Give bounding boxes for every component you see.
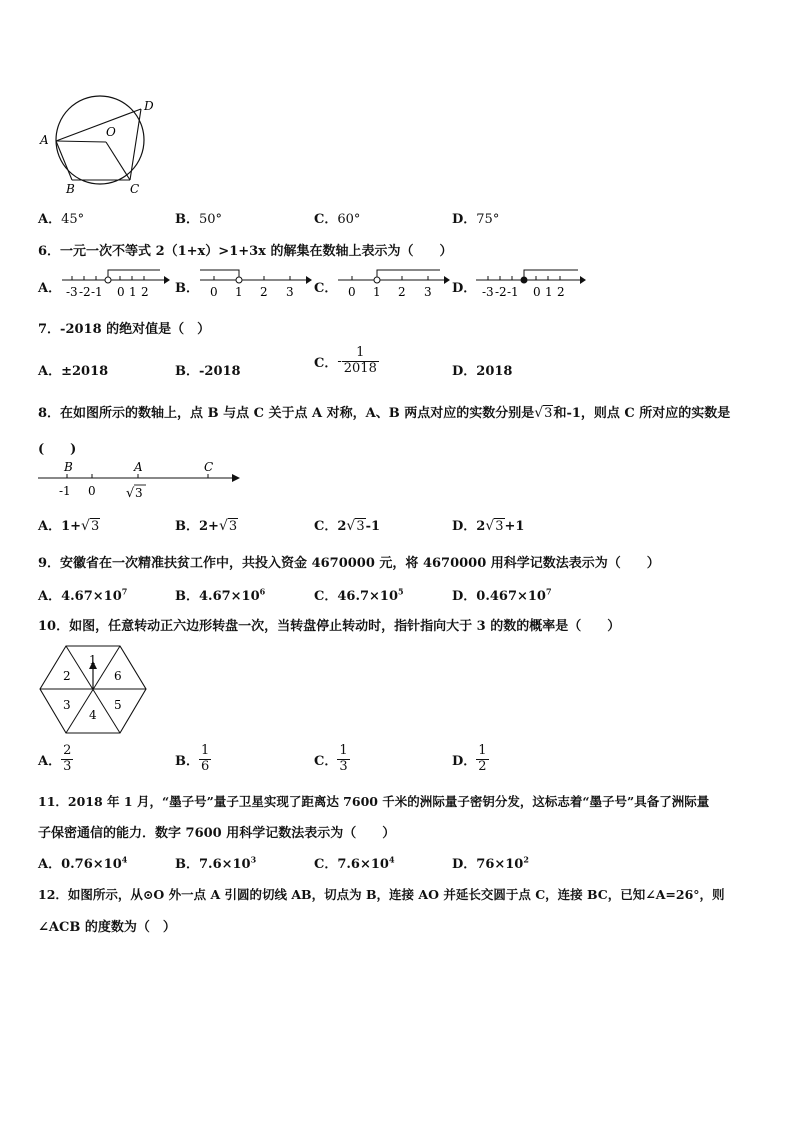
q12-stem-line2: ∠ACB 的度数为（ ） [38, 920, 176, 935]
svg-text:√: √ [126, 486, 135, 501]
q11-option-c[interactable]: C．$7.6\times 10^4$ [314, 854, 395, 872]
svg-text:0: 0 [210, 285, 218, 299]
axis-tick-zero: 0 [88, 484, 96, 498]
svg-text:-3: -3 [66, 285, 78, 299]
q11-option-b[interactable]: B．$7.6\times 10^3$ [175, 854, 257, 872]
q7-option-d[interactable]: D．2018 [452, 364, 513, 379]
axis-point-b: B [64, 460, 73, 474]
label-o: O [106, 125, 116, 139]
q6-number-line-a[interactable] [60, 266, 170, 300]
q9-option-a[interactable]: A．$4.67\times 10^7$ [38, 586, 128, 604]
q8-option-c[interactable]: C．2√3-1 [314, 518, 381, 534]
q9-option-d[interactable]: D．$0.467\times 10^7$ [452, 586, 552, 604]
label-b: B [66, 182, 75, 196]
q5-option-d[interactable]: D．75° [452, 212, 500, 227]
svg-text:0: 0 [348, 285, 356, 299]
sector-3: 3 [63, 698, 71, 712]
svg-text:2: 2 [141, 285, 149, 299]
q9-option-c[interactable]: C．$46.7\times 10^5$ [314, 586, 404, 604]
q12-stem-line1: 12．如图所示，从⊙O 外一点 A 引圆的切线 AB，切点为 B，连接 AO 并延长交圆于点 C，连接 BC，已知∠A=26°，则 [38, 887, 725, 902]
label-d: D [144, 99, 154, 113]
q11-option-d[interactable]: D．$76\times 10^2$ [452, 854, 529, 872]
q5-option-c[interactable]: C．60° [314, 212, 361, 227]
svg-text:1: 1 [129, 285, 137, 299]
svg-text:3: 3 [424, 285, 432, 299]
q10-option-a[interactable]: A． $\frac{2}{3}$ [38, 743, 72, 774]
svg-text:-1: -1 [507, 285, 519, 299]
q8-stem: 8．在如图所示的数轴上，点 B 与点 C 关于点 A 对称，A、B 两点对应的实数分别是√3和-1，则点 C 所对应的实数是 [38, 405, 731, 421]
label-a: A [40, 133, 49, 147]
svg-text:-2: -2 [79, 285, 91, 299]
q6-option-b-letter[interactable]: B． [175, 281, 199, 296]
q11-option-a[interactable]: A．$0.76\times 10^4$ [38, 854, 128, 872]
axis-point-c: C [204, 460, 214, 474]
axis-point-a: A [134, 460, 143, 474]
q11-stem-line1: 11．2018 年 1 月，“墨子号”量子卫星实现了距离达 7600 千米的洲际量子密钥分发，这标志着“墨子号”具备了洲际量 [38, 794, 710, 809]
svg-text:3: 3 [286, 285, 294, 299]
sector-4: 4 [89, 708, 97, 722]
q7-option-b[interactable]: B．-2018 [175, 364, 241, 379]
q5-option-b[interactable]: B．50° [175, 212, 223, 227]
q6-option-c-letter[interactable]: C． [314, 281, 338, 296]
q7-option-c[interactable]: C．- $\frac{1}{2018}$ [314, 345, 377, 376]
q6-option-a-letter[interactable]: A． [38, 281, 62, 296]
hexagon-spinner [38, 643, 150, 737]
svg-text:1: 1 [235, 285, 243, 299]
q10-option-b[interactable]: B． $\frac{1}{6}$ [175, 743, 210, 774]
sector-6: 6 [114, 669, 122, 683]
q6-number-line-c[interactable] [336, 266, 450, 300]
q8-option-a[interactable]: A．1+√3 [38, 518, 100, 534]
axis-tick-rad: 3 [135, 486, 143, 500]
q10-stem: 10．如图，任意转动正六边形转盘一次，当转盘停止转动时，指针指向大于 3 的数的概率是（ ） [38, 619, 621, 634]
q6-number-line-d[interactable] [474, 266, 586, 300]
svg-text:0: 0 [117, 285, 125, 299]
svg-text:2: 2 [557, 285, 565, 299]
svg-text:-2: -2 [495, 285, 507, 299]
q6-stem: 6．一元一次不等式 2（1+x）>1+3x 的解集在数轴上表示为（ ） [38, 244, 453, 259]
svg-text:1: 1 [545, 285, 553, 299]
axis-tick-neg1: -1 [59, 484, 71, 498]
q7-stem: 7．-2018 的绝对值是（ ） [38, 322, 211, 337]
label-c: C [130, 182, 140, 196]
svg-text:-1: -1 [91, 285, 103, 299]
q10-option-d[interactable]: D． $\frac{1}{2}$ [452, 743, 487, 774]
svg-text:2: 2 [260, 285, 268, 299]
q6-number-line-b[interactable] [198, 266, 312, 300]
q8-option-b[interactable]: B．2+√3 [175, 518, 238, 534]
svg-text:2: 2 [398, 285, 406, 299]
svg-text:0: 0 [533, 285, 541, 299]
q9-stem: 9．安徽省在一次精准扶贫工作中，共投入资金 4670000 元，将 4670000 用科学记数法表示为（ ） [38, 556, 660, 571]
q7-option-a[interactable]: A．±2018 [38, 364, 109, 379]
q11-stem-line2: 子保密通信的能力．数字 7600 用科学记数法表示为（ ） [38, 826, 396, 841]
q7-fraction: $\frac{1}{2018}$ [343, 345, 377, 376]
q9-option-b[interactable]: B．$4.67\times 10^6$ [175, 586, 266, 604]
circle-figure [38, 92, 168, 197]
sector-2: 2 [63, 669, 71, 683]
sector-5: 5 [114, 698, 122, 712]
q5-option-a[interactable]: A．45° [38, 212, 85, 227]
q8-number-line [36, 458, 242, 504]
svg-text:1: 1 [373, 285, 381, 299]
svg-text:-3: -3 [482, 285, 494, 299]
q6-option-d-letter[interactable]: D． [452, 281, 477, 296]
sector-1: 1 [89, 653, 97, 667]
q8-stem-line2: ( ) [38, 442, 77, 457]
q10-option-c[interactable]: C． $\frac{1}{3}$ [314, 743, 348, 774]
q8-option-d[interactable]: D．2√3+1 [452, 518, 525, 534]
